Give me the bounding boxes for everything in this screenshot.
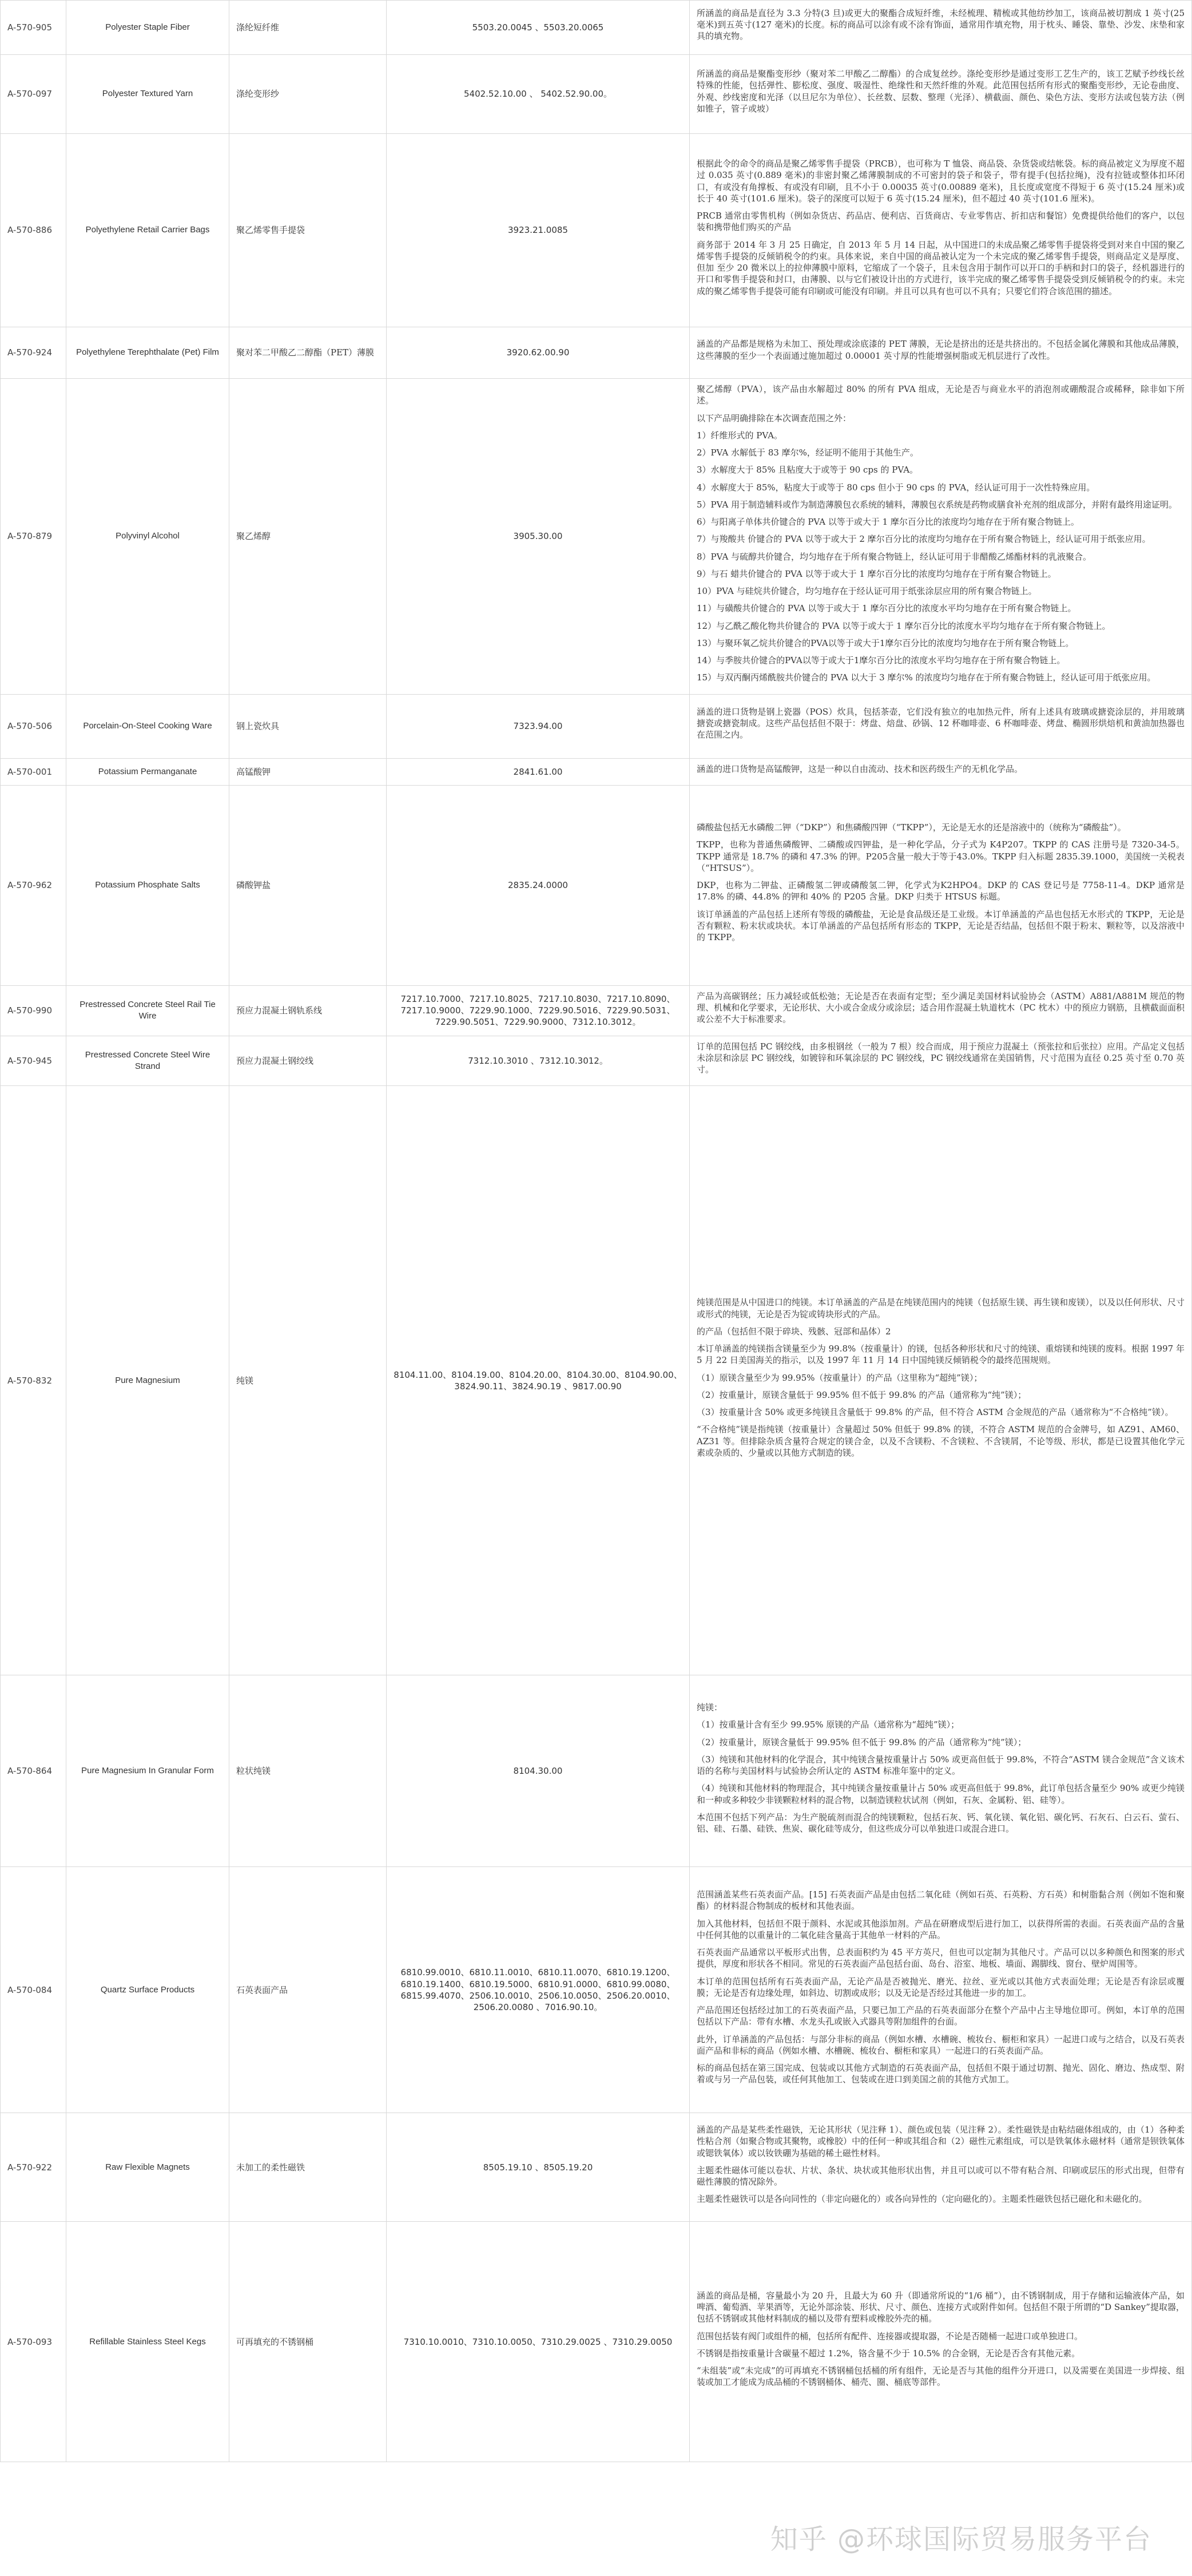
scope-paragraph: 10）PVA 与硅烷共价键合，均匀地存在于经认证可用于纸张涂层应用的所有聚合物链上。 — [697, 586, 1037, 596]
scope-description — [690, 785, 1192, 985]
product-name-en: Raw Flexible Magnets — [66, 2113, 229, 2222]
product-name-en: Refillable Stainless Steel Kegs — [66, 2222, 229, 2462]
table-row — [1, 2113, 1192, 2222]
hts-codes: 8104.11.00、8104.19.00、8104.20.00、8104.30.00、8104.90.00、3824.90.11、3824.90.19 、9817.00.90 — [387, 1086, 690, 1675]
table-row — [1, 1036, 1192, 1086]
hts-codes: 5402.52.10.00 、 5402.52.90.00。 — [387, 55, 690, 134]
product-name-en: Polyester Textured Yarn — [66, 55, 229, 134]
product-name-cn: 涤纶变形纱 — [229, 55, 387, 134]
scope-paragraph: 1）纤维形式的 PVA。 — [697, 430, 783, 441]
case-number: A-570-922 — [1, 2113, 66, 2222]
product-name-cn: 粒状纯镁 — [229, 1675, 387, 1867]
case-number: A-570-084 — [1, 1867, 66, 2113]
case-number: A-570-924 — [1, 327, 66, 379]
scope-paragraph: 主题柔性磁体可能以卷状、片状、条状、块状或其他形状出售，并且可以或可以不带有粘合剂、印刷或层压的形式出现，但带有磁性薄膜的情况除外。 — [697, 2165, 1185, 2187]
product-name-en: Polyethylene Retail Carrier Bags — [66, 134, 229, 327]
scope-paragraph: 11）与磺酸共价键合的 PVA 以等于或大于 1 摩尔百分比的浓度水平均匀地存在于所有聚合物链上。 — [697, 603, 1076, 614]
scope-table-body — [1, 1, 1192, 2462]
case-number: A-570-886 — [1, 134, 66, 327]
product-name-cn: 未加工的柔性磁铁 — [229, 2113, 387, 2222]
scope-paragraph: 本订单涵盖的纯镁指含镁量至少为 99.8%（按重量计）的镁，包括各种形状和尺寸的纯镁、重熔镁和纯镁的废料。根据 1997 年 5 月 22 日美国海关的指示，以及 1997 年 11 月 14 日中国纯镁反倾销税令的最终范围规则。 — [697, 1344, 1185, 1366]
product-name-cn: 预应力混凝土钢绞线 — [229, 1036, 387, 1086]
scope-description — [690, 134, 1192, 327]
product-name-en: Prestressed Concrete Steel Rail Tie Wire — [66, 985, 229, 1036]
table-row — [1, 785, 1192, 985]
product-name-en: Quartz Surface Products — [66, 1867, 229, 2113]
scope-paragraph: 聚乙烯醇（PVA），该产品由水解超过 80% 的所有 PVA 组成，无论是否与商业水平的消泡剂或硼酸混合或稀释，除非如下所述。 — [697, 384, 1185, 406]
table-row — [1, 379, 1192, 695]
table-row — [1, 1867, 1192, 2113]
hts-codes: 7323.94.00 — [387, 694, 690, 758]
product-name-en: Polyvinyl Alcohol — [66, 379, 229, 695]
scope-paragraph: 本订单的范围包括所有石英表面产品，无论产品是否被抛光、磨光、拉丝、亚光或以其他方式表面处理；无论是否有涂层或覆膜；无论是否有边缘处理，如斜边、切割或成形；以及无论是否经过其他进一步的加工。 — [697, 1976, 1185, 1998]
hts-codes: 3920.62.00.90 — [387, 327, 690, 379]
scope-paragraph: 此外，订单涵盖的产品包括：与部分非标的商品（例如水槽、水槽碗、梳妆台、橱柜和家具）一起进口或与之结合，以及石英表面产品和非标的商品（例如水槽、水槽碗、梳妆台、橱柜和家具）一起进口的石英表面产品。 — [697, 2034, 1185, 2056]
hts-codes: 2835.24.0000 — [387, 785, 690, 985]
scope-paragraph: （2）按重量计，原镁含量低于 99.95% 但不低于 99.8% 的产品（通常称为“纯”镁）； — [697, 1737, 1027, 1747]
scope-description — [690, 379, 1192, 695]
hts-codes: 7217.10.7000、7217.10.8025、7217.10.8030、7217.10.8090、7217.10.9000、7229.90.1000、7229.90.5016、7229.90.5031、7229.90.5051、7229.90.9000、7312.10.3012。 — [387, 985, 690, 1036]
scope-description — [690, 694, 1192, 758]
product-name-cn: 涤纶短纤维 — [229, 1, 387, 55]
product-name-en: Polyester Staple Fiber — [66, 1, 229, 55]
table-row — [1, 1, 1192, 55]
scope-paragraph: 石英表面产品通常以平板形式出售，总表面积约为 45 平方英尺，但也可以定制为其他尺寸。产品可以以多种颜色和图案的形式提供，厚度和形状各不相同。常见的石英表面产品包括台面、岛台、浴室、地板、墙面、踢脚线、窗台、壁炉周围等。 — [697, 1947, 1185, 1969]
scope-paragraph: 14）与季胺共价键合的PVA以等于或大于1摩尔百分比的浓度水平均匀地存在于所有聚合物链上。 — [697, 655, 1066, 665]
scope-paragraph: 加入其他材料，包括但不限于颜料、水泥或其他添加剂。产品在研磨成型后进行加工，以获得所需的表面。石英表面产品的含量中任何其他的以重量计的二氧化硅含量高于其他单一材料的产品。 — [697, 1918, 1185, 1940]
scope-description — [690, 1086, 1192, 1675]
table-row — [1, 55, 1192, 134]
table-row — [1, 134, 1192, 327]
scope-paragraph: 9）与石 蜡共价键合的 PVA 以等于或大于 1 摩尔百分比的浓度均匀地存在于所有聚合物链上。 — [697, 568, 1056, 579]
product-name-cn: 聚对苯二甲酸乙二醇酯（PET）薄膜 — [229, 327, 387, 379]
scope-paragraph: 4）水解度大于 85%，粘度大于或等于 80 cps 但小于 90 cps 的 PVA，经认证可用于一次性特殊应用。 — [697, 482, 1095, 493]
hts-codes: 8505.19.10 、8505.19.20 — [387, 2113, 690, 2222]
hts-codes: 2841.61.00 — [387, 758, 690, 785]
scope-description — [690, 1675, 1192, 1867]
scope-paragraph: 所涵盖的商品是聚酯变形纱（聚对苯二甲酸乙二醇酯）的合成复丝纱。涤纶变形纱是通过变形工艺生产的，该工艺赋予纱线长丝特殊的性能，包括弹性、膨松度、强度、吸湿性、绝缘性和天然纤维的外观。此范围包括所有形式的聚酯变形纱，无论卷曲度、外观、纱线密度和光泽（以旦尼尔为单位）、长丝数、层数、整理（光泽）、横截面、颜色、染色方法、变形方法或包装方法（例如锥子，管子或坡） — [697, 69, 1185, 114]
scope-description — [690, 1867, 1192, 2113]
scope-paragraph: （3）按重量计含 50% 或更多纯镁且含量低于 99.8% 的产品，但不符合 ASTM 合金规范的产品（通常称为“不合格纯”镁）。 — [697, 1407, 1174, 1418]
scope-paragraph: 涵盖的商品是桶，容量最小为 20 升，且最大为 60 升（即通常所说的“1/6 桶”），由不锈钢制成，用于存储和运输液体产品，如啤酒、葡萄酒、苹果酒等，无论外部涂装、形状、尺寸、颜色、连接方式或附件如何。包括但不限于所谓的“D Sankey”提取器，包括不锈钢或其他材料制成的桶以及带有塑料或橡胶外壳的桶。 — [697, 2290, 1185, 2324]
scope-paragraph: 所涵盖的商品是直径为 3.3 分特(3 旦)或更大的聚酯合成短纤维，未经梳理、精梳或其他纺纱加工，该商品被切割成 1 英寸(25 毫米)到五英寸(127 毫米)的长度。标的商品可以涂有或不涂有饰面，通常用作填充物，用于枕头、睡袋、靠垫、沙发、床垫和家具的填充物。 — [697, 7, 1185, 42]
scope-paragraph: 涵盖的产品是某些柔性磁铁，无论其形状（见注释 1）、颜色或包装（见注释 2）。柔性磁铁是由粘结磁体组成的，由（1）各种柔性粘合剂（如聚合物或其聚物，或橡胶）中的任何一种或其组合和（2）磁性元素组成，可以是铁氧体永磁材料（通常是钡铁氧体或锶铁氧体）或以钕铁硼为基础的稀土磁性材料。 — [697, 2125, 1185, 2158]
hts-codes: 3905.30.00 — [387, 379, 690, 695]
table-row — [1, 758, 1192, 785]
table-row — [1, 327, 1192, 379]
scope-paragraph: 商务部于 2014 年 3 月 25 日确定，自 2013 年 5 月 14 日起，从中国进口的未成品聚乙烯零售手提袋将受到对来自中国的聚乙烯零售手提袋的反倾销税令的约束。具体来说，来自中国的商品被认定为一个未完成的聚乙烯零售手提袋，则商品定义是厚度、但加 至少 20 微米以上的拉伸薄膜中原料，它缩成了一个袋子，且未包含用于制作可以开口的手柄和封口的袋子，经机器进行的开口和零售手提袋和封口，由薄膜、以与它们被设计出的方式进行，该半完成的聚乙烯零售手提袋受到反倾销税令的约束。未完成的聚乙烯零售手提袋可能有印刷或可能没有印刷。并且可以具有也可以不具有；只要它们符合该范围的描述。 — [697, 239, 1185, 296]
product-name-en: Potassium Phosphate Salts — [66, 785, 229, 985]
case-number: A-570-864 — [1, 1675, 66, 1867]
scope-description — [690, 55, 1192, 134]
scope-description — [690, 985, 1192, 1036]
scope-paragraph: 12）与乙酰乙酸化物共价键合的 PVA 以等于或大于 1 摩尔百分比的浓度水平均匀地存在于所有聚合物链上。 — [697, 620, 1111, 631]
scope-paragraph: 15）与双丙酮丙烯酰胺共价键合的 PVA 以大于 3 摩尔% 的浓度均匀地存在于所有聚合物链上，经认证可用于纸张应用。 — [697, 672, 1156, 683]
product-name-en: Pure Magnesium — [66, 1086, 229, 1675]
scope-paragraph: 订单的范围包括 PC 钢绞线，由多根钢丝（一般为 7 根）绞合而成，用于预应力混凝土（预张拉和后张拉）应用。产品定义包括未涂层和涂层 PC 钢绞线，如镀锌和环氧涂层的 PC 钢绞线，PC 钢绞线通常在美国销售，尺寸范围为直径 0.25 英寸至 0.70 英寸。 — [697, 1041, 1185, 1075]
product-name-en: Pure Magnesium In Granular Form — [66, 1675, 229, 1867]
scope-paragraph: 涵盖的进口货物是高锰酸钾，这是一种以自由流动、技术和医药级生产的无机化学品。 — [697, 763, 1023, 774]
hts-codes: 7310.10.0010、7310.10.0050、7310.29.0025 、7310.29.0050 — [387, 2222, 690, 2462]
hts-codes: 3923.21.0085 — [387, 134, 690, 327]
scope-paragraph: 本范围不包括下列产品：为生产脱硫剂而混合的纯镁颗粒，包括石灰、钙、氧化镁、氧化铝、碳化钙、石灰石、白云石、萤石、铝、硅、石墨、硅铁、焦炭、碳化硅等成分，但这些成分可以单独进口或混合进口。 — [697, 1812, 1185, 1834]
scope-paragraph: 纯镁范围是从中国进口的纯镁。本订单涵盖的产品是在纯镁范围内的纯镁（包括原生镁、再生镁和废镁），以及以任何形状、尺寸或形式的纯镁，无论是否为锭或铸块形式的产品。 — [697, 1297, 1185, 1319]
scope-paragraph: 纯镁： — [697, 1702, 723, 1713]
product-name-cn: 可再填充的不锈钢桶 — [229, 2222, 387, 2462]
scope-paragraph: （1）原镁含量至少为 99.95%（按重量计）的产品（这里称为“超纯”镁）； — [697, 1372, 983, 1383]
scope-paragraph: 产品范围还包括经过加工的石英表面产品，只要已加工产品的石英表面部分在整个产品中占主导地位即可。例如，本订单的范围包括以下产品：带有水槽、水龙头孔或嵌入式器具等附加组件的台面。 — [697, 2005, 1185, 2027]
scope-paragraph: （1）按重量计含有至少 99.95% 原镁的产品（通常称为“超纯”镁）； — [697, 1719, 960, 1730]
case-number: A-570-097 — [1, 55, 66, 134]
scope-description — [690, 1036, 1192, 1086]
scope-paragraph: 3）水解度大于 85% 且粘度大于或等于 90 cps 的 PVA。 — [697, 465, 919, 475]
case-number: A-570-905 — [1, 1, 66, 55]
scope-paragraph: 范围包括装有阀门或组件的桶，包括所有配件、连接器或提取器，不论是否随桶一起进口或单独进口。 — [697, 2331, 1083, 2341]
product-name-cn: 预应力混凝土钢轨系线 — [229, 985, 387, 1036]
scope-paragraph: “未组装”或“未完成”的可再填充不锈钢桶包括桶的所有组件，无论是否与其他的组件分开进口，以及需要在美国进一步焊接、组装或加工才能成为成品桶的不锈钢桶体、桶壳、圈、桶底等部件。 — [697, 2365, 1185, 2388]
case-number: A-570-990 — [1, 985, 66, 1036]
scope-paragraph: 7）与羧酸共 价键合的 PVA 以等于或大于 2 摩尔百分比的浓度均匀地存在于所有聚合物链上，经认证可用于纸张应用。 — [697, 534, 1151, 545]
table-row — [1, 1086, 1192, 1675]
scope-paragraph: 13）与聚环氧乙烷共价键合的PVA以等于或大于1摩尔百分比的浓度均匀地存在于所有聚合物链上。 — [697, 637, 1074, 648]
case-number: A-570-962 — [1, 785, 66, 985]
case-number: A-570-506 — [1, 694, 66, 758]
scope-paragraph: 6）与阳离子单体共价键合的 PVA 以等于或大于 1 摩尔百分比的浓度均匀地存在于所有聚合物链上。 — [697, 517, 1079, 527]
scope-paragraph: 产品为高碳钢丝；压力减轻或低松弛；无论是否在表面有定型；至少满足美国材料试验协会（ASTM）A881/A881M 规范的物理、机械和化学要求，无论形状、大小或合金成分或涂层；适合用作混凝土轨道枕木（PC 枕木）中的预应力钢筋，且横截面面积或公差不大于标准要求。 — [697, 990, 1185, 1025]
table-row — [1, 1675, 1192, 1867]
product-name-cn: 聚乙烯醇 — [229, 379, 387, 695]
product-name-en: Porcelain-On-Steel Cooking Ware — [66, 694, 229, 758]
case-number: A-570-945 — [1, 1036, 66, 1086]
product-name-cn: 聚乙烯零售手提袋 — [229, 134, 387, 327]
case-number: A-570-879 — [1, 379, 66, 695]
scope-description — [690, 1, 1192, 55]
scope-paragraph: （3）纯镁和其他材料的化学混合，其中纯镁含量按重量计占 50% 或更高但低于 99.8%，不符合“ASTM 镁合金规范”含义该术语的名称与美国材料与试验协会所认定的 ASTM 标准年鉴中的定义。 — [697, 1754, 1185, 1777]
scope-paragraph: 涵盖的进口货物是钢上瓷器（POS）炊具，包括茶壶，它们没有独立的电加热元件，所有上述具有玻璃或搪瓷涂层的，并用玻璃搪瓷或搪瓷制成。这些产品包括但不限于：烤盘、焙盘、砂锅、12 杯咖啡壶、6 杯咖啡壶、烤盘、椭圆形烘焙机和黄油加热器也在范围之内。 — [697, 706, 1185, 740]
scope-paragraph: 标的商品包括在第三国完成、包装或以其他方式制造的石英表面产品，包括但不限于通过切割、抛光、固化、磨边、热成型、附着或与另一产品包装，或任何其他加工、包装或在进口到美国之前的其他方式加工。 — [697, 2063, 1185, 2085]
scope-paragraph: 8）PVA 与硫醇共价键合，均匀地存在于所有聚合物链上，经认证可用于非醋酸乙烯酯材料的乳液聚合。 — [697, 551, 1092, 562]
table-row — [1, 2222, 1192, 2462]
product-name-cn: 钢上瓷炊具 — [229, 694, 387, 758]
scope-paragraph: 根据此令的命令的商品是聚乙烯零售手提袋（PRCB），也可称为 T 恤袋、商品袋、杂货袋或结帐袋。标的商品被定义为厚度不超过 0.035 英寸(0.889 毫米)的非密封聚乙烯薄膜制成的不可密封的袋子和袋子，带有提手(包括拉绳)，没有拉链或整体扣环闭口，有或没有角撑板、有或没有印刷，且不小于 0.00035 英寸(0.00889 毫米)，且长度或宽度不得短于 6 英寸(15.24 厘米)或长于 40 英寸(101.6 厘米)。袋子的深度可以短于 6 英寸(15.24 厘米)，但不超过 40 英寸(101.6 厘米)。 — [697, 158, 1185, 204]
case-number: A-570-001 — [1, 758, 66, 785]
scope-paragraph: 涵盖的产品都是规格为未加工、预处理或涂底漆的 PET 薄膜，无论是挤出的还是共挤出的。不包括金属化薄膜和其他成品薄膜，这些薄膜的至少一个表面通过施加超过 0.00001 英寸厚的性能增强树脂或无机层进行了改性。 — [697, 339, 1185, 361]
product-name-en: Prestressed Concrete Steel Wire Strand — [66, 1036, 229, 1086]
product-name-cn: 纯镁 — [229, 1086, 387, 1675]
scope-paragraph: 范围涵盖某些石英表面产品。[15] 石英表面产品是由包括二氧化硅（例如石英、石英粉、方石英）和树脂黏合剂（例如不饱和聚酯）的材料混合物制成的板材和其他表面。 — [697, 1889, 1185, 1912]
scope-paragraph: 2）PVA 水解低于 83 摩尔%，经证明不能用于其他生产。 — [697, 447, 919, 458]
hts-codes: 6810.99.0010、6810.11.0010、6810.11.0070、6810.19.1200、6810.19.1400、6810.19.5000、6810.91.0000、6810.99.0080、6815.99.4070、2506.10.0010、2506.10.0050、2506.20.0010、2506.20.0080 、7016.90.10。 — [387, 1867, 690, 2113]
watermark-text: 知乎 @环球国际贸易服务平台 — [770, 2523, 1152, 2555]
scope-paragraph: （4）纯镁和其他材料的物理混合，其中纯镁含量按重量计占 50% 或更高但低于 99.8%，此订单包括含量至少 90% 或更少纯镁和一种或多种较少非镁颗粒材料的混合物，以制造镁粒状试剂（例如，石灰、金属粉、铝、硅等）。 — [697, 1783, 1185, 1805]
hts-codes: 7312.10.3010 、7312.10.3012。 — [387, 1036, 690, 1086]
scope-paragraph: （2）按重量计，原镁含量低于 99.95% 但不低于 99.8% 的产品（通常称为“纯”镁）； — [697, 1389, 1027, 1400]
case-number: A-570-093 — [1, 2222, 66, 2462]
hts-codes: 8104.30.00 — [387, 1675, 690, 1867]
scope-paragraph: DKP，也称为二钾盐、正磷酸氢二钾或磷酸氢二钾，化学式为K2HPO4。DKP 的 CAS 登记号是 7758-11-4。DKP 通常是 17.8% 的磷、44.8% 的钾和 40% 的 P205 含量。DKP 归类于 HTSUS 标题。 — [697, 880, 1185, 902]
table-row — [1, 694, 1192, 758]
product-name-cn: 石英表面产品 — [229, 1867, 387, 2113]
scope-paragraph: 主题柔性磁铁可以是各向同性的（非定向磁化的）或各向异性的（定向磁化的）。主题柔性磁铁包括已磁化和未磁化的。 — [697, 2194, 1147, 2205]
scope-paragraph: 不锈钢是指按重量计含碳量不超过 1.2%，铬含量不少于 10.5% 的合金钢，无论是否含有其他元素。 — [697, 2348, 1080, 2359]
scope-paragraph: 以下产品明确排除在本次调查范围之外： — [697, 413, 852, 423]
scope-paragraph: “不合格纯”镁是指纯镁（按重量计）含量超过 50% 但低于 99.8% 的镁，不符合 ASTM 规范的合金牌号，如 AZ91、AM60、AZ31 等。但排除杂质含量符合规定的镁合金，以及不含镁粉、不含镁粒、不含镁屑，不论等级、形状，都是已设置其他化学元素或杂质的、少量或以其他方式制造的镁。 — [697, 1424, 1185, 1458]
scope-description — [690, 2222, 1192, 2462]
table-row — [1, 985, 1192, 1036]
hts-codes: 5503.20.0045 、5503.20.0065 — [387, 1, 690, 55]
scope-description — [690, 758, 1192, 785]
scope-paragraph: 磷酸盐包括无水磷酸二钾（“DKP”）和焦磷酸四钾（“TKPP”），无论是无水的还是溶液中的（统称为“磷酸盐”）。 — [697, 822, 1126, 833]
product-name-en: Potassium Permanganate — [66, 758, 229, 785]
scope-paragraph: PRCB 通常由零售机构（例如杂货店、药品店、便利店、百货商店、专业零售店、折扣店和餐馆）免费提供给他们的客户，以包装和携带他们购买的产品 — [697, 211, 1185, 233]
product-name-cn: 高锰酸钾 — [229, 758, 387, 785]
scope-paragraph: 的产品（包括但不限于碎块、残骸、冠部和晶体）2 — [697, 1326, 891, 1337]
product-name-cn: 磷酸钾盐 — [229, 785, 387, 985]
scope-description — [690, 2113, 1192, 2222]
case-number: A-570-832 — [1, 1086, 66, 1675]
scope-paragraph: 5）PVA 用于制造辅料或作为制造薄膜包衣系统的辅料，薄膜包衣系统是药物或膳食补充剂的组成部分，并附有最终用途证明。 — [697, 499, 1178, 510]
scope-paragraph: 该订单涵盖的产品包括上述所有等级的磷酸盐，无论是食品级还是工业级。本订单涵盖的产品也包括无水形式的 TKPP，无论是否有颗粒、粉末状或块状。本订单涵盖的产品包括所有形态的 TKPP，无论是否结晶，包括但不限于粉末、颗粒等，以及溶液中的 TKPP。 — [697, 909, 1185, 943]
scope-description — [690, 327, 1192, 379]
scope-paragraph: TKPP，也称为普通焦磷酸钾、二磷酸或四钾盐，是一种化学品，分子式为 K4P207。TKPP 的 CAS 注册号是 7320-34-5。TKPP 通常是 18.7% 的磷和 47.3% 的钾。P205含量一般大于等于43.0%。TKPP 归入标题 2835.39.1000，美国统一关税表（“HTSUS”）。 — [697, 839, 1185, 873]
product-name-en: Polyethylene Terephthalate (Pet) Film — [66, 327, 229, 379]
